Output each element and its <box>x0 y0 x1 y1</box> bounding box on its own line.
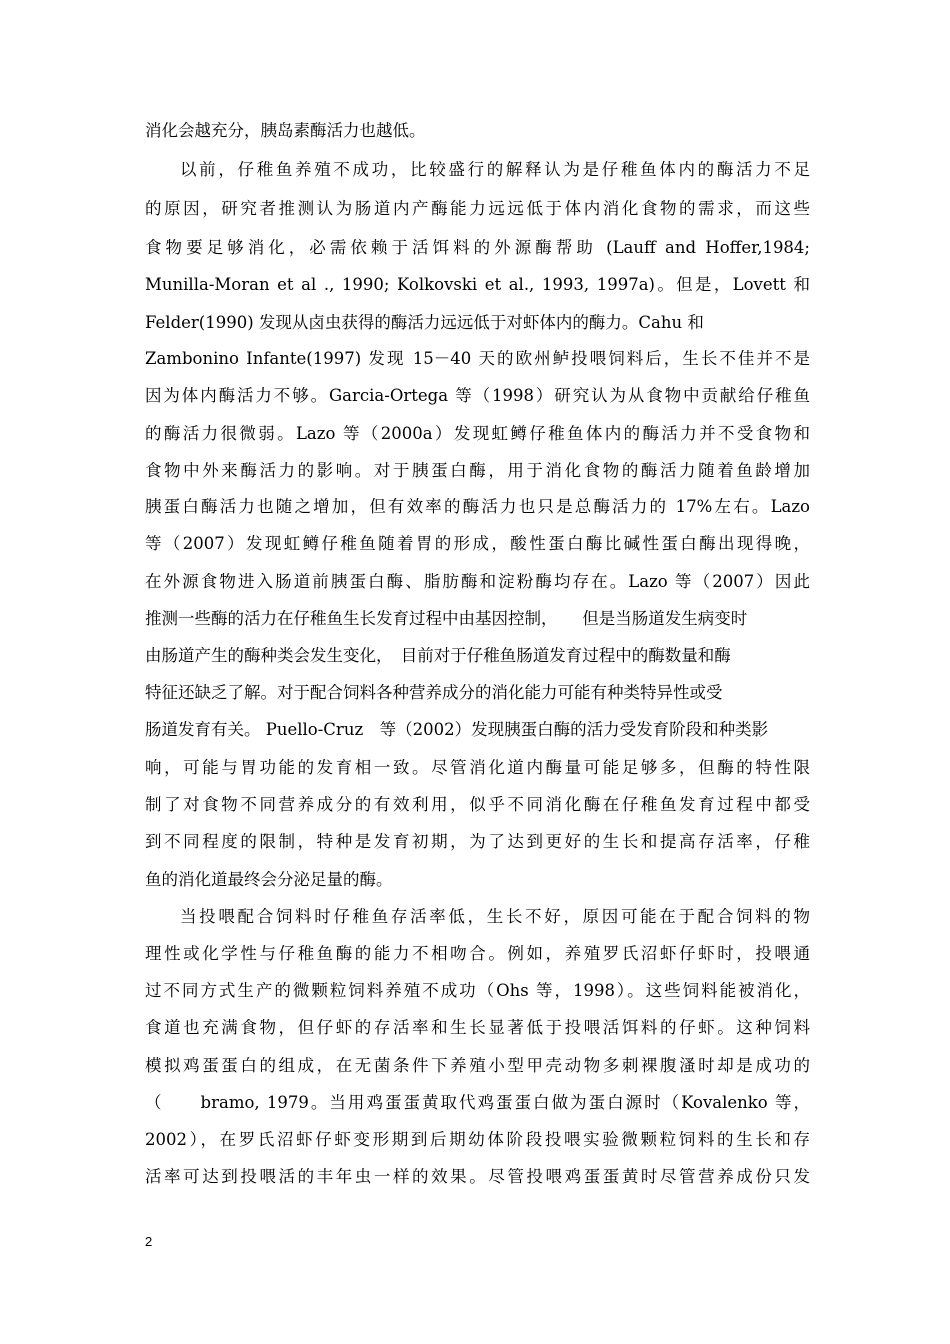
text-line: 等（2007）发现虹鳟仔稚鱼随着胃的形成，酸性蛋白酶比碱性蛋白酶出现得晚， <box>145 534 810 553</box>
text-line: 特征还缺乏了解。对于配合饲料各种营养成分的消化能力可能有种类特异性或受 <box>145 683 723 702</box>
page-number: 2 <box>145 1234 153 1249</box>
text-line: 到不同程度的限制，特种是发育初期，为了达到更好的生长和提高存活率，仔稚 <box>145 832 810 851</box>
text-line: 鱼的消化道最终会分泌足量的酶。 <box>145 870 393 889</box>
text-line: Munilla-Moran et al ., 1990; Kolkovski et al., 1993, 1997a)。但是，Lovett 和 <box>145 275 810 294</box>
text-line: 消化会越充分，胰岛素酶活力也越低。 <box>145 121 426 140</box>
text-line: 模拟鸡蛋蛋白的组成，在无菌条件下养殖小型甲壳动物多刺裸腹溞时却是成功的 <box>145 1056 810 1075</box>
text-line: Felder(1990) 发现从卤虫获得的酶活力远远低于对虾体内的酶力。Cahu 和 <box>145 313 704 332</box>
text-line: 的原因，研究者推测认为肠道内产酶能力远远低于体内消化食物的需求，而这些 <box>145 199 810 218</box>
text-line: 食物要足够消化，必需依赖于活饵料的外源酶帮助 (Lauff and Hoffer,1984; <box>145 238 810 257</box>
text-line: 食道也充满食物，但仔虾的存活率和生长显著低于投喂活饵料的仔虾。这种饲料 <box>145 1018 810 1037</box>
text-line: 当投喂配合饲料时仔稚鱼存活率低，生长不好，原因可能在于配合饲料的物 <box>180 907 810 926</box>
text-line: 因为体内酶活力不够。Garcia-Ortega 等（1998）研究认为从食物中贡献给仔稚鱼 <box>145 386 810 405</box>
text-line: 在外源食物进入肠道前胰蛋白酶、脂肪酶和淀粉酶均存在。Lazo 等（2007）因此 <box>145 572 810 591</box>
text-line: 以前，仔稚鱼养殖不成功，比较盛行的解释认为是仔稚鱼体内的酶活力不足 <box>180 160 810 179</box>
text-line: 由肠道产生的酶种类会发生变化， 目前对于仔稚鱼肠道发育过程中的酶数量和酶 <box>145 646 731 665</box>
text-line: 的酶活力很微弱。Lazo 等（2000a）发现虹鳟仔稚鱼体内的酶活力并不受食物和 <box>145 424 810 443</box>
text-line: 食物中外来酶活力的影响。对于胰蛋白酶，用于消化食物的酶活力随着鱼龄增加 <box>145 461 810 480</box>
text-line: （ bramo, 1979。当用鸡蛋蛋黄取代鸡蛋蛋白做为蛋白源时（Kovalenko 等， <box>145 1093 810 1112</box>
text-line: 推测一些酶的活力在仔稚鱼生长发育过程中由基因控制， 但是当肠道发生病变时 <box>145 609 748 628</box>
text-line: Zambonino Infante(1997) 发现 15－40 天的欧州鲈投喂饲料后，生长不佳并不是 <box>145 349 810 368</box>
text-line: 胰蛋白酶活力也随之增加，但有效率的酶活力也只是总酶活力的 17%左右。Lazo <box>145 497 810 516</box>
text-line: 响，可能与胃功能的发育相一致。尽管消化道内酶量可能足够多，但酶的特性限 <box>145 758 810 777</box>
text-line: 2002），在罗氏沼虾仔虾变形期到后期幼体阶段投喂实验微颗粒饲料的生长和存 <box>145 1130 810 1149</box>
text-line: 活率可达到投喂活的丰年虫一样的效果。尽管投喂鸡蛋蛋黄时尽管营养成份只发 <box>145 1167 810 1186</box>
text-line: 制了对食物不同营养成分的有效利用，似乎不同消化酶在仔稚鱼发育过程中都受 <box>145 795 810 814</box>
text-line: 过不同方式生产的微颗粒饲料养殖不成功（Ohs 等，1998）。这些饲料能被消化， <box>145 981 810 1000</box>
text-line: 肠道发育有关。 Puello-Cruz 等（2002）发现胰蛋白酶的活力受发育阶段和种类影 <box>145 720 769 739</box>
text-line: 理性或化学性与仔稚鱼酶的能力不相吻合。例如，养殖罗氏沼虾仔虾时，投喂通 <box>145 944 810 963</box>
